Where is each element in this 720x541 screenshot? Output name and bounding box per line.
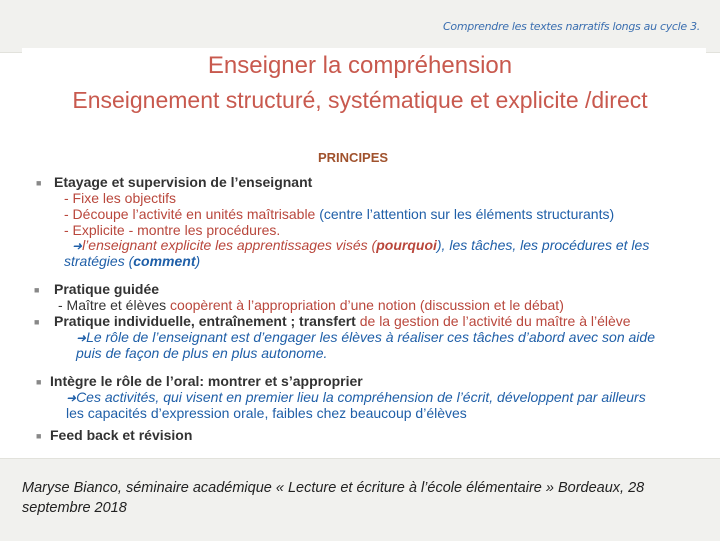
- bullet-1-line-5: stratégies (comment): [64, 253, 201, 269]
- bullet-3-line-1: ➜Le rôle de l’enseignant est d’engager les élèves à réaliser ces tâches d’abord avec son aide: [76, 329, 655, 345]
- section-title: PRINCIPES: [318, 150, 389, 165]
- bullet-icon: ■: [34, 317, 40, 327]
- bullet-1-line-2: - Découpe l’activité en unités maîtrisable (centre l’attention sur les éléments structurants): [64, 206, 615, 222]
- footer-citation: Maryse Bianco, séminaire académique « Lecture et écriture à l’école élémentaire » Bordeaux, 28 septembre 2018: [22, 480, 645, 516]
- bullet-1-line-1: - Fixe les objectifs: [64, 190, 177, 206]
- bullet-3-line-2: puis de façon de plus en plus autonome.: [76, 345, 328, 361]
- bullet-5-title: Feed back et révision: [50, 427, 193, 443]
- bullet-2-title: Pratique guidée: [54, 281, 160, 297]
- bullet-1-line-4: ➜l’enseignant explicite les apprentissages visés (pourquoi), les tâches, les procédures et les: [72, 237, 650, 253]
- slide-title: Enseigner la compréhension: [207, 52, 513, 79]
- bullet-4-line-1: ➜Ces activités, qui visent en premier lieu la compréhension de l’écrit, développent par ailleurs: [66, 389, 646, 405]
- header-note: Comprendre les textes narratifs longs au cycle 3.: [443, 20, 700, 33]
- bullet-icon: ■: [34, 285, 40, 295]
- arrow-right-icon: ➜: [72, 239, 83, 253]
- footer-bar: [0, 458, 720, 541]
- header-bar: [0, 0, 720, 53]
- bullet-icon: ■: [36, 377, 42, 387]
- bullet-4-title: Intègre le rôle de l’oral: montrer et s’approprier: [50, 373, 363, 389]
- arrow-right-icon: ➜: [76, 331, 87, 345]
- bullet-icon: ■: [36, 178, 42, 188]
- bullet-1-title: Etayage et supervision de l’enseignant: [54, 174, 313, 190]
- bullet-icon: ■: [36, 431, 42, 441]
- slide-image: [22, 48, 706, 456]
- arrow-right-icon: ➜: [66, 391, 77, 405]
- slide-subtitle: Enseignement structuré, systématique et explicite /direct: [72, 87, 648, 113]
- bullet-2-line-1: - Maître et élèves coopèrent à l’appropriation d’une notion (discussion et le débat): [58, 297, 564, 313]
- bullet-3-title: Pratique individuelle, entraînement ; transfert de la gestion de l’activité du maître à l’élève: [54, 313, 631, 329]
- bullet-4-line-2: les capacités d’expression orale, faibles chez beaucoup d’élèves: [66, 405, 467, 421]
- bullet-1-line-3: - Explicite - montre les procédures.: [64, 222, 281, 238]
